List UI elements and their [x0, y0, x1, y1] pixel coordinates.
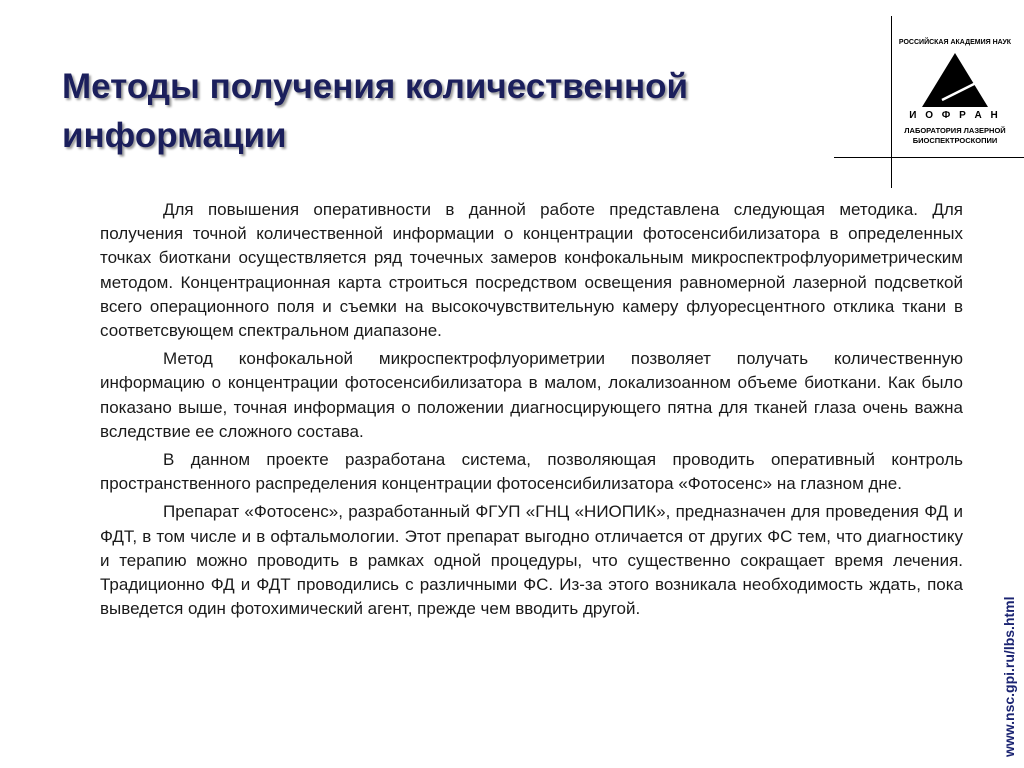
paragraph-3: В данном проекте разработана система, позволяющая проводить оперативный контроль пространственного распределения концентрации фотосенсибилизатора «Фотосенс» на глазном дне.	[100, 450, 963, 494]
slide-body	[100, 198, 963, 625]
website-url: www.nsc.gpi.ru/lbs.html	[1001, 596, 1017, 757]
slide-title: Методы получения количественной информации	[62, 67, 689, 155]
logo-organization: РОССИЙСКАЯ АКАДЕМИЯ НАУК	[898, 39, 1012, 46]
logo-lab-line-1: ЛАБОРАТОРИЯ ЛАЗЕРНОЙ	[904, 126, 1006, 135]
logo-horizontal-divider	[834, 157, 1024, 158]
paragraph-2: Метод конфокальной микроспектрофлуориметрии позволяет получать количественную информацию о концентрации фотосенсибилизатора в малом, локализоанном объеме биоткани. Как было показано выше, точная информация о положении диагносцирующего пятна для тканей глаза очень важна вследствие ее сложного состава.	[100, 349, 963, 441]
logo-abbreviation: И О Ф Р А Н	[909, 110, 1001, 121]
logo-vertical-divider	[891, 16, 892, 188]
paragraph-4: Препарат «Фотосенс», разработанный ФГУП «ГНЦ «НИОПИК», предназначен для проведения ФД и ФДТ, в том числе и в офтальмологии. Этот препарат выгодно отличается от других ФС тем, что диагностику и терапию можно проводить в рамках одной процедуры, что существенно сокращает время лечения. Традиционно ФД и ФДТ проводились с различными ФС. Из-за этого возникала необходимость ждать, пока выведется один фотохимический агент, прежде чем вводить другой.	[100, 502, 963, 619]
paragraph-1: Для повышения оперативности в данной работе представлена следующая методика. Для получения точной количественной информации о концентрации фотосенсибилизатора в определенных точках биоткани осуществляется ряд точечных замеров конфокальным микроспектрофлуориметрическим методом. Концентрационная карта строиться посредством освещения равномерной лазерной подсветкой всего операционного поля и съемки на высокочувствительную камеру флуоресцентного отклика ткани в соответсвующем спектральном диапазоне.	[100, 200, 963, 341]
logo-lab-line-2: БИОСПЕКТРОСКОПИИ	[912, 136, 998, 145]
institute-logo	[895, 38, 1015, 146]
logo-lab-name	[895, 126, 1015, 146]
triangle-icon	[920, 51, 990, 109]
